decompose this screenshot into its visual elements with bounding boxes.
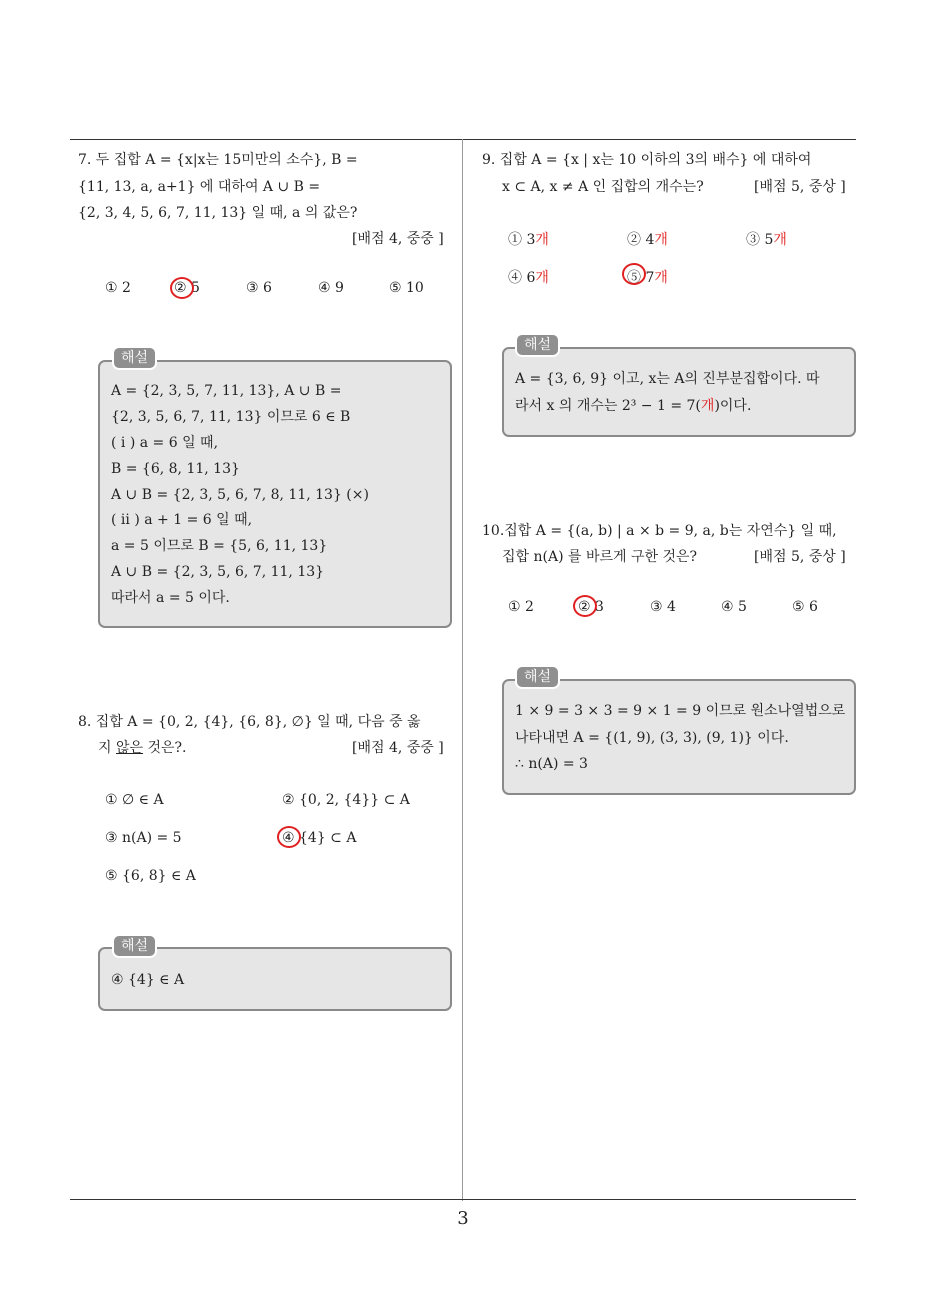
q7-sol-2: {2, 3, 5, 6, 7, 11, 13} 이므로 6 ∈ B xyxy=(111,409,351,425)
q10-choice-4[interactable]: ④ 5 xyxy=(721,599,747,615)
q9-choice-2-unit: 개 xyxy=(654,232,668,248)
q9-score: [배점 5, 중상 ] xyxy=(754,179,846,195)
q9-solution-tag: 해설 xyxy=(515,333,560,357)
q10-choice-3[interactable]: ③ 4 xyxy=(650,599,676,615)
q7-sol-4: B = {6, 8, 11, 13} xyxy=(111,461,240,477)
q7-sol-5: A ∪ B = {2, 3, 5, 6, 7, 8, 11, 13} (×) xyxy=(111,487,369,503)
q10-sol-1: 1 × 9 = 3 × 3 = 9 × 1 = 9 이므로 원소나열법으로 xyxy=(515,703,846,719)
q7-solution-tag: 해설 xyxy=(112,346,157,370)
q9-choice-4-text: ④ 6 xyxy=(508,270,536,286)
q10-choice-2[interactable]: ② 3 xyxy=(578,599,604,615)
q7-sol-1: A = {2, 3, 5, 7, 11, 13}, A ∪ B = xyxy=(111,383,342,399)
q8-choice-2[interactable]: ② {0, 2, {4}} ⊂ A xyxy=(282,792,410,808)
q8-score: [배점 4, 중중 ] xyxy=(352,740,444,756)
q7-line-3: {2, 3, 4, 5, 6, 7, 11, 13} 일 때, a 의 값은? xyxy=(78,205,358,221)
page-number: 3 xyxy=(457,1208,469,1229)
q7-sol-7: a = 5 이므로 B = {5, 6, 11, 13} xyxy=(111,538,328,554)
q8-line-2 xyxy=(98,739,187,757)
q9-choice-3-text: ③ 5 xyxy=(746,232,774,248)
column-divider xyxy=(462,139,463,1201)
q9-choice-1-unit: 개 xyxy=(535,232,549,248)
q7-score: [배점 4, 중중 ] xyxy=(352,231,444,247)
q9-sol-2-unit: 개 xyxy=(700,398,715,414)
q8-line-1: 8. 집합 A = {0, 2, {4}, {6, 8}, ∅} 일 때, 다음 중 옳 xyxy=(78,714,421,730)
q8-answer-mark xyxy=(277,826,301,848)
q9-answer-mark xyxy=(622,263,646,285)
q7-choice-2[interactable]: ② 5 xyxy=(174,280,200,296)
q7-sol-8: A ∪ B = {2, 3, 5, 6, 7, 11, 13} xyxy=(111,564,325,580)
q10-score: [배점 5, 중상 ] xyxy=(754,549,846,565)
q7-sol-9: 따라서 a = 5 이다. xyxy=(111,590,230,606)
q10-choice-1[interactable]: ① 2 xyxy=(508,599,534,615)
q9-choice-4[interactable] xyxy=(508,267,549,287)
q8-underlined-word: 않은 xyxy=(115,740,144,756)
q7-choice-5[interactable]: ⑤ 10 xyxy=(389,280,424,296)
q10-answer-mark xyxy=(573,595,597,617)
q8-choice-1[interactable]: ① ∅ ∈ A xyxy=(105,792,164,808)
q8-choice-3[interactable]: ③ n(A) = 5 xyxy=(105,830,182,846)
q8-solution-tag: 해설 xyxy=(112,934,157,958)
q8-line-2-pre: 지 xyxy=(98,740,116,756)
q9-choice-2[interactable] xyxy=(627,229,668,249)
q9-choice-3-unit: 개 xyxy=(773,232,787,248)
q9-choice-5-unit: 개 xyxy=(654,270,668,286)
q9-choice-5-text: ⑤ 7 xyxy=(627,270,655,286)
q7-answer-mark xyxy=(170,277,194,299)
q7-line-2: {11, 13, a, a+1} 에 대하여 A ∪ B = xyxy=(78,179,321,195)
q8-choice-4[interactable]: ④ {4} ⊂ A xyxy=(282,830,357,846)
q8-sol-1: ④ {4} ∈ A xyxy=(111,972,185,988)
q9-line-2: x ⊂ A, x ≠ A 인 집합의 개수는? xyxy=(502,179,704,195)
q10-choice-5[interactable]: ⑤ 6 xyxy=(792,599,818,615)
q8-line-2-post: 것은?. xyxy=(143,740,187,756)
q7-line-1: 7. 두 집합 A = {x|x는 15미만의 소수}, B = xyxy=(78,152,358,168)
q9-choice-2-text: ② 4 xyxy=(627,232,655,248)
q7-choice-3[interactable]: ③ 6 xyxy=(246,280,272,296)
q9-sol-2-post: )이다. xyxy=(714,398,752,414)
q9-line-1: 9. 집합 A = {x | x는 10 이하의 3의 배수} 에 대하여 xyxy=(482,152,812,168)
q9-choice-1[interactable] xyxy=(508,229,549,249)
q9-choice-3[interactable] xyxy=(746,229,787,249)
q9-sol-2-pre: 라서 x 의 개수는 2³ − 1 = 7( xyxy=(515,398,701,414)
q7-sol-6: ( ii ) a + 1 = 6 일 때, xyxy=(111,512,253,528)
top-rule xyxy=(70,139,856,140)
q10-solution-tag: 해설 xyxy=(515,665,560,689)
q10-sol-2: 나타내면 A = {(1, 9), (3, 3), (9, 1)} 이다. xyxy=(515,730,789,746)
q9-choice-4-unit: 개 xyxy=(535,270,549,286)
q9-solution-box xyxy=(502,347,856,437)
q10-line-2: 집합 n(A) 를 바르게 구한 것은? xyxy=(502,549,698,565)
q10-sol-3: ∴ n(A) = 3 xyxy=(515,756,588,772)
q10-line-1: 10.집합 A = {(a, b) | a × b = 9, a, b는 자연수} 일 때, xyxy=(482,523,837,539)
q9-sol-2 xyxy=(515,397,751,415)
q8-choice-5[interactable]: ⑤ {6, 8} ∈ A xyxy=(105,868,196,884)
bottom-rule xyxy=(70,1199,856,1200)
q7-choice-4[interactable]: ④ 9 xyxy=(318,280,344,296)
q7-sol-3: ( i ) a = 6 일 때, xyxy=(111,435,219,451)
q9-sol-1: A = {3, 6, 9} 이고, x는 A의 진부분집합이다. 따 xyxy=(515,371,820,387)
q9-choice-1-text: ① 3 xyxy=(508,232,536,248)
q7-choice-1[interactable]: ① 2 xyxy=(105,280,131,296)
